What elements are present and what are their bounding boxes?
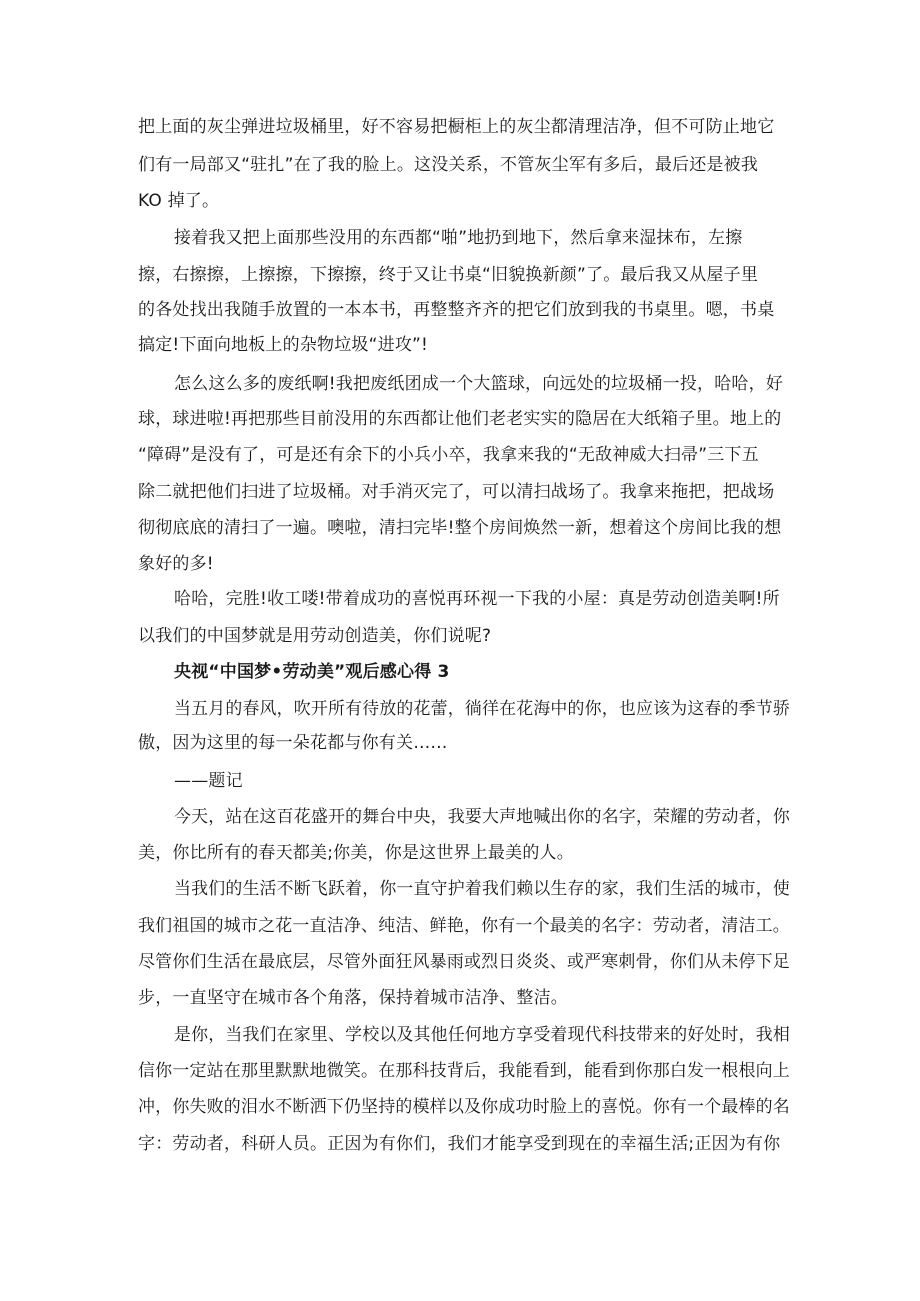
line-text: 除二就把他们扫进了垃圾桶。对手消灭完了，可以清扫战场了。我拿来拖把，把战场: [138, 482, 775, 502]
line-text: 当五月的春风，吹开所有待放的花蕾，徜徉在花海中的你，也应该为这春的季节骄: [174, 699, 790, 719]
line-text: 是你，当我们在家里、学校以及其他任何地方享受着现代科技带来的好处时，我相: [174, 1025, 790, 1045]
line-text: 美，你比所有的春天都美;你美，你是这世界上最美的人。: [138, 843, 574, 863]
heading-text: 央视“中国梦•劳动美”观后感心得 3: [174, 662, 450, 682]
line-text: 们有一局部又“驻扎”在了我的脸上。这没关系，不管灰尘军有多后，最后还是被我: [138, 155, 759, 175]
line-text: 傲，因为这里的每一朵花都与你有关……: [138, 733, 448, 753]
line-text: 球，球进啦!再把那些目前没用的东西都让他们老老实实的隐居在大纸箱子里。地上的: [138, 409, 782, 429]
line-text: 擦，右擦擦，上擦擦，下擦擦，终于又让书桌“旧貌换新颜”了。最后我又从屋子里: [138, 265, 759, 285]
line-text: 象好的多!: [138, 554, 214, 574]
line-text: 接着我又把上面那些没用的东西都“啪”地扔到地下，然后拿来湿抹布，左擦: [174, 228, 743, 248]
line-text: 怎么这么多的废纸啊!我把废纸团成一个大篮球，向远处的垃圾桶一投，哈哈，好: [174, 374, 784, 394]
line-text: 信你一定站在那里默默地微笑。在那科技背后，我能看到，能看到你那白发一根根向上: [138, 1061, 790, 1081]
line-text: 当我们的生活不断飞跃着，你一直守护着我们赖以生存的家，我们生活的城市，使: [174, 879, 790, 899]
line-text: 搞定!下面向地板上的杂物垃圾“进攻”!: [138, 335, 429, 355]
line-text: 步，一直坚守在城市各个角落，保持着城市洁净、整洁。: [138, 988, 568, 1008]
line-text: “障碍”是没有了，可是还有余下的小兵小卒，我拿来我的“无敌神威大扫帚”三下五: [138, 445, 759, 465]
line-text: 哈哈，完胜!收工喽!带着成功的喜悦再环视一下我的小屋：真是劳动创造美啊!所: [174, 589, 780, 609]
line-text: 把上面的灰尘弹进垃圾桶里，好不容易把橱柜上的灰尘都清理洁净，但不可防止地它: [138, 117, 775, 137]
epigraph-note: ——题记: [174, 771, 243, 791]
line-text: 今天，站在这百花盛开的舞台中央，我要大声地喊出你的名字，荣耀的劳动者，你: [174, 807, 790, 827]
line-text: 字：劳动者，科研人员。正因为有你们，我们才能享受到现在的幸福生活;正因为有你: [138, 1134, 781, 1154]
line-text: 彻彻底底的清扫了一遍。噢啦，清扫完毕!整个房间焕然一新，想着这个房间比我的想: [138, 518, 782, 538]
line-text: KO 掉了。: [138, 191, 220, 211]
line-text: 尽管你们生活在最底层，尽管外面狂风暴雨或烈日炎炎、或严寒刺骨，你们从未停下足: [138, 952, 790, 972]
line-text: 我们祖国的城市之花一直洁净、纯洁、鲜艳，你有一个最美的名字：劳动者，清洁工。: [138, 916, 790, 936]
line-text: 以我们的中国梦就是用劳动创造美，你们说呢?: [138, 626, 492, 646]
line-text: 冲，你失败的泪水不断洒下仍坚持的模样以及你成功时脸上的喜悦。你有一个最棒的名: [138, 1097, 790, 1117]
line-text: 的各处找出我随手放置的一本本书，再整整齐齐的把它们放到我的书桌里。嗯，书桌: [138, 300, 775, 320]
